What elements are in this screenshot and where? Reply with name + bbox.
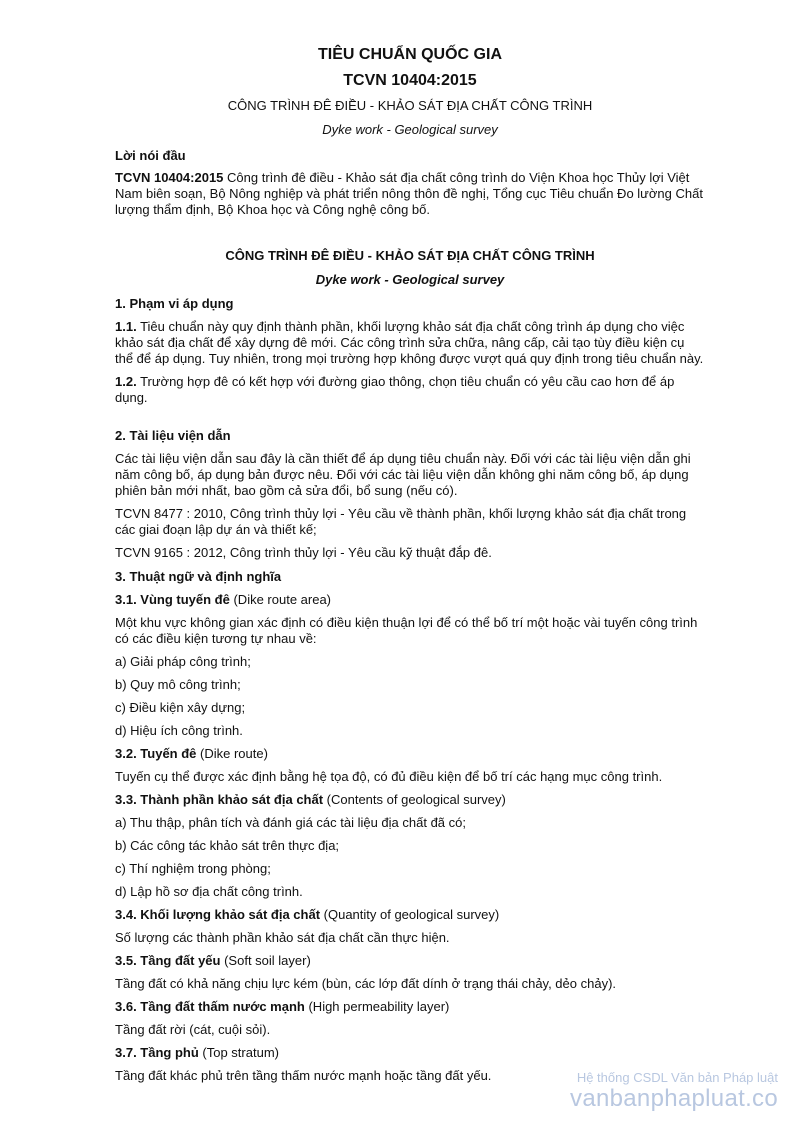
list-item: d) Hiệu ích công trình. [115, 723, 243, 738]
definition-3-5-term [115, 953, 705, 969]
main-title: CÔNG TRÌNH ĐÊ ĐIỀU - KHẢO SÁT ĐỊA CHẤT CÔNG TRÌNH [225, 248, 595, 263]
watermark-line-1: Hệ thống CSDL Văn bản Pháp luật [576, 1070, 778, 1085]
term-label: 3.3. Thành phần khảo sát địa chất [115, 792, 324, 807]
term-label: 3.5. Tầng đất yếu [115, 953, 221, 968]
definition-3-2-term [115, 746, 705, 762]
clause-text: Trường hợp đê có kết hợp với đường giao thông, chọn tiêu chuẩn có yêu cầu cao hơn để áp dụng. [115, 374, 675, 405]
term-label: 3.2. Tuyến đê [115, 746, 197, 761]
term-english: (Dike route area) [229, 592, 332, 607]
term-english: (Top stratum) [198, 1045, 279, 1060]
clause-number: 1.1. [115, 319, 137, 334]
term-label: 3.7. Tầng phủ [115, 1045, 199, 1060]
definition-3-4-text: Số lượng các thành phần khảo sát địa chất cần thực hiện. [115, 930, 450, 945]
clause-text: Tiêu chuẩn này quy định thành phần, khối lượng khảo sát địa chất công trình áp dụng cho việc khảo sát địa chất để xây dựng đê mới. Các công trình sửa chữa, nâng cấp, cải tạo tùy điều kiện cụ thể để áp dụng. Tuy nhiên, trong mọi trường hợp không được vượt quá quy định trong tiêu chuẩn này. [115, 319, 704, 366]
watermark [570, 1070, 778, 1113]
term-english: (Dike route) [196, 746, 268, 761]
main-title-en: Dyke work - Geological survey [315, 272, 505, 287]
list-item: d) Lập hồ sơ địa chất công trình. [115, 884, 303, 899]
definition-3-3-term [115, 792, 705, 808]
foreword-heading: Lời nói đầu [115, 148, 186, 163]
section-heading: 3. Thuật ngữ và định nghĩa [115, 569, 282, 584]
list-item: b) Các công tác khảo sát trên thực địa; [115, 838, 340, 853]
document-subtitle-en: Dyke work - Geological survey [322, 122, 498, 137]
list-item: a) Giải pháp công trình; [115, 654, 251, 669]
definition-3-1-text: Một khu vực không gian xác định có điều kiện thuận lợi để có thể bố trí một hoặc vài tuyến công trình có các điều kiện tương tự nhau về: [115, 615, 698, 646]
document-subtitle: CÔNG TRÌNH ĐÊ ĐIỀU - KHẢO SÁT ĐỊA CHẤT CÔNG TRÌNH [227, 98, 593, 113]
definition-3-1-term [115, 592, 705, 608]
references-intro: Các tài liệu viện dẫn sau đây là cần thiết để áp dụng tiêu chuẩn này. Đối với các tài liệu viện dẫn ghi năm công bố, áp dụng bản được nêu. Đối với các tài liệu viện dẫn không ghi năm công bố, áp dụng phiên bản mới nhất, bao gồm cả sửa đổi, bổ sung (nếu có). [115, 451, 691, 498]
document-title: TIÊU CHUẨN QUỐC GIA [318, 46, 502, 63]
reference-tcvn-9165: TCVN 9165 : 2012, Công trình thủy lợi - Yêu cầu kỹ thuật đắp đê. [115, 545, 492, 560]
foreword-paragraph [115, 170, 705, 218]
section-heading: 2. Tài liệu viện dẫn [115, 428, 231, 443]
clause-1-2 [115, 374, 705, 406]
section-references [115, 428, 705, 561]
clause-number: 1.2. [115, 374, 137, 389]
term-english: (Soft soil layer) [220, 953, 311, 968]
section-definitions [115, 569, 705, 1084]
foreword-section [115, 148, 705, 218]
definition-3-7-text: Tầng đất khác phủ trên tầng thấm nước mạnh hoặc tầng đất yếu. [115, 1068, 492, 1083]
list-item: c) Điều kiện xây dựng; [115, 700, 246, 715]
watermark-line-2: vanbanphapluat.co [570, 1085, 778, 1112]
definition-3-2-text: Tuyến cụ thể được xác định bằng hệ tọa độ, có đủ điều kiện để bố trí các hạng mục công trình. [115, 769, 663, 784]
section-scope [115, 296, 705, 406]
definition-3-6-text: Tầng đất rời (cát, cuội sỏi). [115, 1022, 271, 1037]
term-label: 3.1. Vùng tuyến đê [115, 592, 230, 607]
term-label: 3.4. Khối lượng khảo sát địa chất [115, 907, 321, 922]
clause-1-1 [115, 319, 705, 367]
foreword-text: Công trình đê điều - Khảo sát địa chất công trình do Viện Khoa học Thủy lợi Việt Nam biên soạn, Bộ Nông nghiệp và phát triển nông thôn đề nghị, Tổng cục Tiêu chuẩn Đo lường Chất lượng thẩm định, Bộ Khoa học và Công nghệ công bố. [115, 170, 703, 217]
definition-3-6-term [115, 999, 705, 1015]
definition-3-7-term [115, 1045, 705, 1061]
reference-tcvn-8477: TCVN 8477 : 2010, Công trình thủy lợi - Yêu cầu về thành phần, khối lượng khảo sát địa chất trong các giai đoạn lập dự án và thiết kế; [115, 506, 687, 537]
list-item: a) Thu thập, phân tích và đánh giá các tài liệu địa chất đã có; [115, 815, 466, 830]
term-english: (Quantity of geological survey) [320, 907, 500, 922]
definition-3-5-text: Tầng đất có khả năng chịu lực kém (bùn, các lớp đất dính ở trạng thái chảy, dẻo chảy). [115, 976, 617, 991]
list-item: b) Quy mô công trình; [115, 677, 241, 692]
term-label: 3.6. Tầng đất thấm nước mạnh [115, 999, 305, 1014]
term-english: (Contents of geological survey) [323, 792, 506, 807]
standard-code: TCVN 10404:2015 [343, 72, 477, 89]
list-item: c) Thí nghiệm trong phòng; [115, 861, 271, 876]
definition-3-4-term [115, 907, 705, 923]
term-english: (High permeability layer) [304, 999, 450, 1014]
foreword-code: TCVN 10404:2015 [115, 170, 224, 185]
section-heading: 1. Phạm vi áp dụng [115, 296, 234, 311]
